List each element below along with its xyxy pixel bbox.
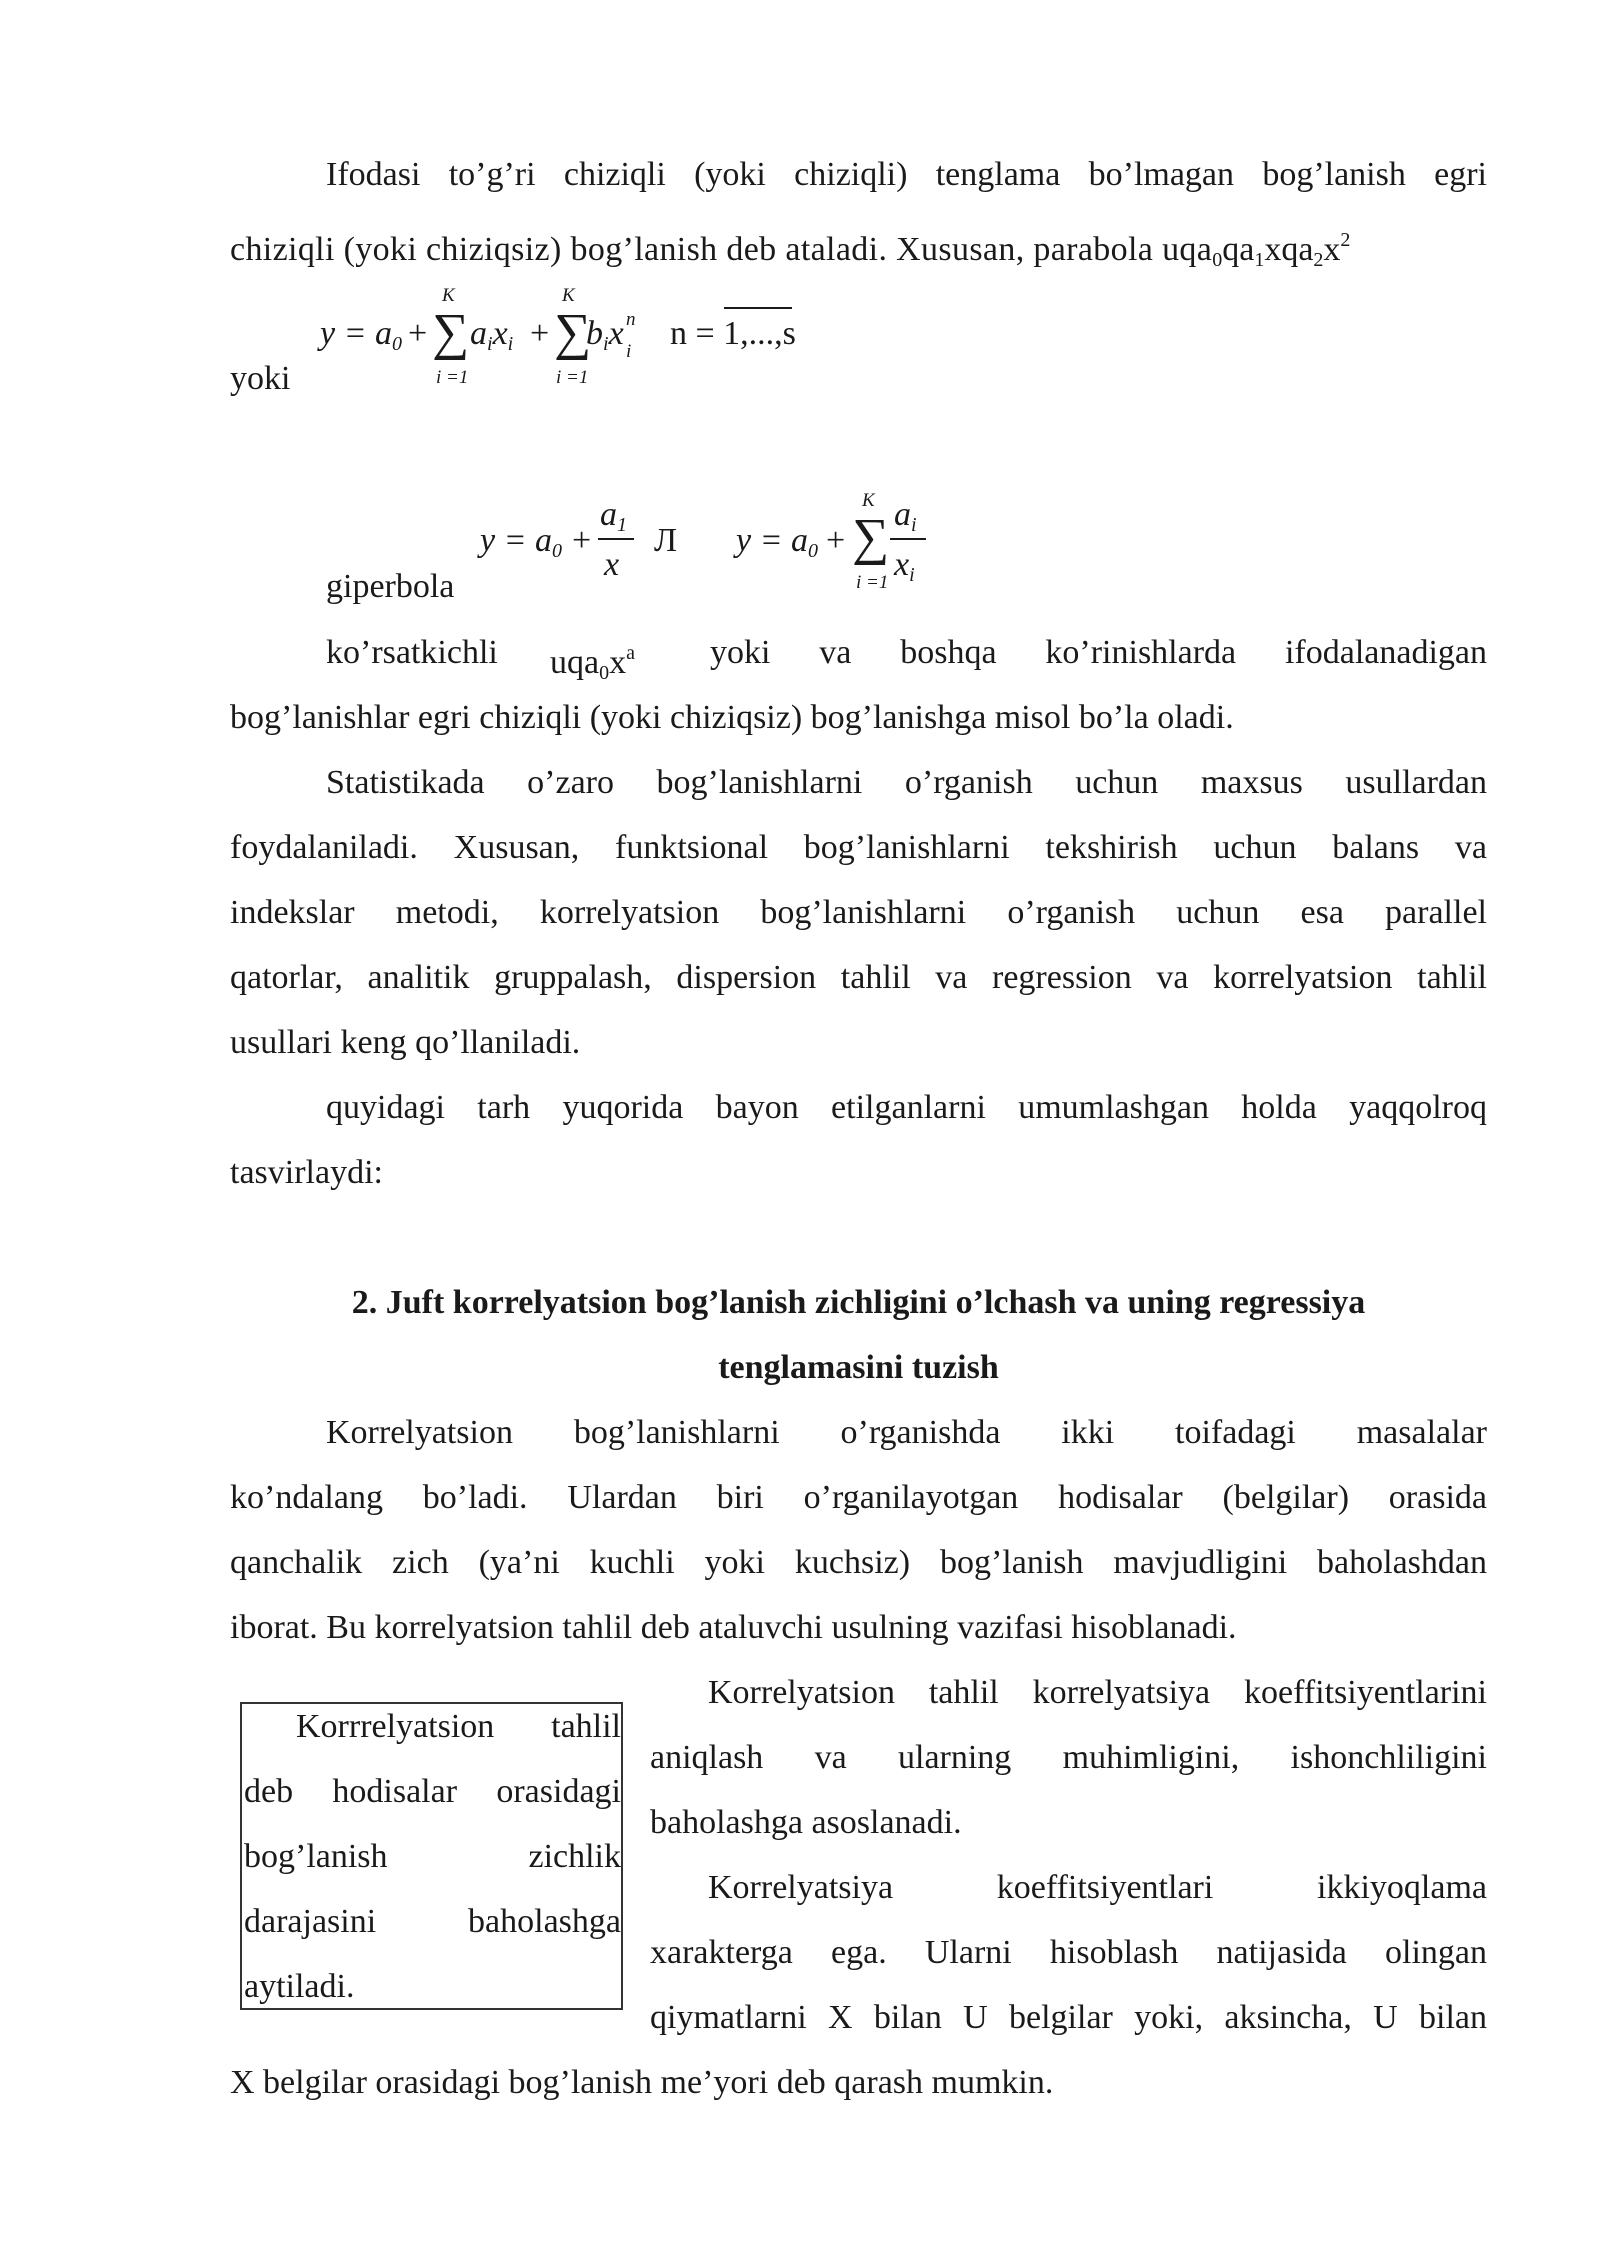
formula-text: b: [586, 315, 603, 352]
subscript: 1: [617, 514, 627, 536]
paragraph-line: Korrelyatsion tahlil korrelyatsiya koeffitsiyentlarini: [708, 1674, 1487, 1711]
formula-text: y = a: [480, 522, 553, 559]
paragraph-line: foydalaniladi. Xususan, funktsional bog’lanishlarni tekshirish uchun balans va: [230, 829, 1487, 866]
paragraph-line: [230, 220, 1487, 280]
paragraph-line: aniqlash va ularning muhimligini, ishonchliligini: [650, 1739, 1487, 1776]
sum-lower-limit: i =1: [556, 367, 589, 388]
paragraph-text: xqa: [1264, 231, 1314, 268]
fraction-bar: [598, 538, 634, 540]
paragraph-text: chiziqli (yoki chiziqsiz) bog’lanish deb ataladi. Xususan, parabola uqa: [230, 231, 1213, 268]
paragraph-line: Ifodasi to’g’ri chiziqli (yoki chiziqli) tenglama bo’lmagan bog’lanish egri: [326, 156, 1487, 193]
subscript: i: [909, 564, 915, 586]
paragraph-line: quyidagi tarh yuqorida bayon etilganlarni umumlashgan holda yaqqolroq: [326, 1089, 1487, 1126]
paragraph-line: ko’ndalang bo’ladi. Ulardan biri o’rganilayotgan hodisalar (belgilar) orasida: [230, 1479, 1487, 1516]
paragraph-line: tasvirlaydi:: [230, 1154, 383, 1191]
definition-line: aytiladi.: [244, 1968, 355, 2005]
sum-upper-limit: K: [562, 285, 575, 306]
paragraph-text: qa: [1222, 231, 1255, 268]
fraction-numerator: a: [600, 496, 617, 533]
paragraph-line: usullari keng qo’llaniladi.: [230, 1024, 581, 1061]
paragraph-text: yoki va boshqa ko’rinishlarda ifodalanadigan: [710, 634, 1487, 671]
subscript: i: [507, 333, 514, 355]
formula-range: n = 1,...,s: [670, 315, 796, 352]
formula-operator: +: [408, 315, 428, 352]
sum-upper-limit: K: [862, 490, 875, 511]
formula-text: x: [609, 644, 627, 681]
formula-operator: +: [826, 522, 846, 559]
subscript: 0: [392, 333, 403, 355]
subscript: i: [487, 333, 493, 355]
paragraph-line: Korrelyatsion bog’lanishlarni o’rganishda ikki toifadagi masalalar: [326, 1414, 1487, 1451]
paragraph-line: xarakterga ega. Ularni hisoblash natijasida olingan: [650, 1934, 1487, 1971]
formula-text: x: [608, 315, 624, 352]
paragraph-line: iborat. Bu korrelyatsion tahlil deb ataluvchi usulning vazifasi hisoblanadi.: [230, 1609, 1237, 1646]
paragraph-text: ko’rsatkichli: [326, 634, 498, 671]
fraction-numerator: a: [894, 496, 911, 533]
superscript: 2: [1340, 229, 1351, 251]
subscript: 0: [599, 662, 610, 684]
superscript: a: [626, 642, 635, 664]
paragraph-text: x: [1323, 231, 1341, 268]
formula-operator: +: [572, 522, 592, 559]
definition-line: bog’lanish zichlik: [244, 1838, 621, 1875]
formula-text: y = a: [320, 315, 393, 352]
definition-line: Korrrelyatsion tahlil: [296, 1708, 621, 1745]
paragraph-line: qatorlar, analitik gruppalash, dispersion tahlil va regression va korrelyatsion tahlil: [230, 959, 1487, 996]
fraction-denominator: x: [604, 546, 620, 583]
formula-text: uqa: [550, 644, 600, 681]
subscript: 0: [552, 540, 563, 562]
section-heading: 2. Juft korrelyatsion bog’lanish zichligini o’lchash va uning regressiya: [351, 1284, 1366, 1321]
sum-lower-limit: i =1: [436, 367, 469, 388]
sigma-symbol: ∑: [852, 509, 890, 566]
paragraph-line: X belgilar orasidagi bog’lanish me’yori deb qarash mumkin.: [230, 2064, 1054, 2101]
paragraph-line: Statistikada o’zaro bog’lanishlarni o’rganish uchun maxsus usullardan: [326, 764, 1487, 801]
subscript: 0: [1212, 249, 1223, 271]
formula-label: giperbola: [326, 568, 455, 605]
formula-label: yoki: [230, 360, 291, 397]
paragraph-line: qanchalik zich (ya’ni kuchli yoki kuchsiz) bog’lanish mavjudligini baholashdan: [230, 1544, 1487, 1581]
sum-upper-limit: K: [442, 285, 455, 306]
subscript: 1: [1254, 249, 1265, 271]
overline: [724, 307, 792, 309]
subscript: 2: [1313, 249, 1324, 271]
section-heading: tenglamasini tuzish: [718, 1349, 999, 1386]
subscript: i: [911, 514, 917, 536]
paragraph-line: bog’lanishlar egri chiziqli (yoki chiziqsiz) bog’lanishga misol bo’la oladi.: [230, 699, 1234, 736]
fraction-denominator: x: [894, 546, 910, 583]
formula-separator: Л: [654, 522, 678, 559]
paragraph-line: indekslar metodi, korrelyatsion bog’lanishlarni o’rganish uchun esa parallel: [230, 894, 1487, 931]
subscript: 0: [808, 540, 819, 562]
formula-2: [480, 490, 940, 600]
fraction-bar: [890, 538, 926, 540]
paragraph-line: Korrelyatsiya koeffitsiyentlari ikkiyoqlama: [708, 1869, 1487, 1906]
sum-lower-limit: i =1: [856, 572, 889, 593]
paragraph-line: qiymatlarni X bilan U belgilar yoki, aksincha, U bilan: [650, 1999, 1487, 2036]
formula-1: [320, 285, 820, 395]
subscript: i: [603, 333, 609, 355]
sigma-symbol: ∑: [432, 304, 470, 361]
definition-line: darajasini baholashga: [244, 1903, 621, 1940]
paragraph-line: baholashga asoslanadi.: [650, 1804, 962, 1841]
definition-line: deb hodisalar orasidagi: [244, 1773, 621, 1810]
formula-text: x: [492, 315, 508, 352]
sigma-symbol: ∑: [554, 304, 592, 361]
superscript: n: [626, 309, 636, 330]
formula-inline: [550, 633, 635, 693]
formula-operator: +: [530, 315, 550, 352]
formula-text: a: [470, 315, 487, 352]
subscript: i: [626, 341, 632, 362]
formula-text: y = a: [736, 522, 809, 559]
